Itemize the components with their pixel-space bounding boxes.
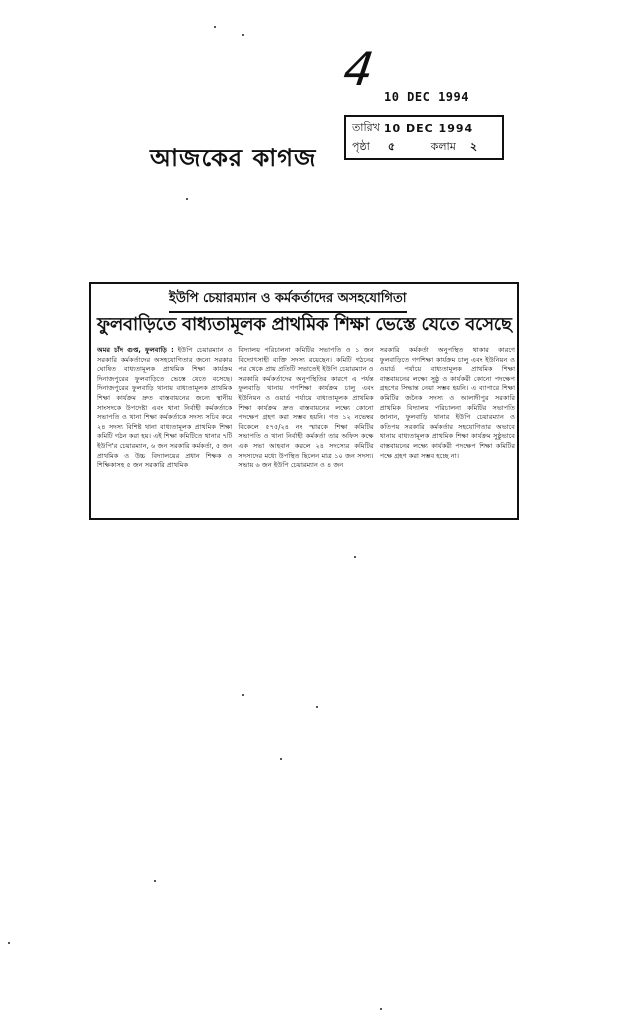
stamp-column-label: কলাম [430, 140, 456, 153]
stamp-page-label: পৃষ্ঠা [352, 140, 370, 153]
article-column-text: ইউপি চেয়ারম্যান ও সরকারি কর্মকর্তাদের অসহযোগিতার জন্যে সরকার ঘোষিত বাধ্যতামূলক প্রাথমিক শিক্ষা কার্যক্রম দিনাজপুরের ফুলবাড়িতে ভেস্তে যেতে বসেছে। দিনাজপুরের ফুলবাড়ি থানায় বাধ্যতামূলক প্রাথমিক শিক্ষা কার্যক্রম দ্রুত বাস্তবায়নের জন্যে স্থানীয় সাংসদকে উপদেষ্টা এবং থানা নির্বাহী কর্মকর্তাকে সভাপতি ও থানা শিক্ষা কর্মকর্তাকে সদস্য সচিব করে ২৪ সদস্য বিশিষ্ট থানা বাধ্যতামূলক প্রাথমিক শিক্ষা কমিটি গঠন করা হয়। এই শিক্ষা কমিটিতে থানার ৭টি ইউপি'র চেয়ারম্যান, ৬ জন সরকারি কর্মকর্তা, ৫ জন প্রাথমিক ও উচ্চ বিদ্যালয়ের প্রধান শিক্ষক ও শিক্ষিকাসহ ৫ জন সরকারি প্রাথমিক [97, 346, 233, 470]
article-kicker: ইউপি চেয়ারম্যান ও কর্মকর্তাদের অসহযোগিতা [169, 289, 407, 313]
scan-speck [214, 26, 216, 28]
stamp-date-value: 10 DEC 1994 [383, 122, 474, 135]
scan-speck [154, 880, 156, 882]
stamp-date-label: তারিখ [352, 121, 380, 134]
stamp-date-row [352, 119, 496, 138]
stamp-page-row [352, 138, 496, 157]
handwritten-page-number: 4 [340, 42, 378, 96]
scan-speck [242, 694, 244, 696]
article-column-text: সরকারি কর্মকর্তা অনুপস্থিত থাকার কারণে ফুলবাড়িতে গণশিক্ষা কার্যক্রম চালু এবং ইউনিয়ন ও ওয়ার্ড পর্যায়ে বাধ্যতামূলক প্রাথমিক শিক্ষা বাস্তবায়নের লক্ষ্যে সুষ্ঠু ও কার্যকরী কোনো পদক্ষেপ গ্রহণের সিদ্ধান্ত নেয়া সম্ভব হয়নি। এ ব্যাপারে শিক্ষা কমিটির জনৈক সদস্য ও আলাদীপুর সরকারি প্রাথমিক বিদ্যালয় পরিচালনা কমিটির সভাপতি জানান, ফুলবাড়ি থানার ইউপি চেয়ারম্যান ও কতিপয় সরকারি কর্মকর্তার সহযোগিতার অভাবে থানায় বাধ্যতামূলক প্রাথমিক শিক্ষা কার্যক্রম সুষ্ঠুভাবে বাস্তবায়নের লক্ষ্যে কার্যকরী পদক্ষেপ শিক্ষা কমিটির পক্ষে গ্রহণ করা সম্ভব হচ্ছে না। [379, 346, 515, 460]
article-column-2 [238, 346, 373, 516]
scan-speck [280, 758, 282, 760]
clipping-stamp-box [344, 115, 504, 160]
article-column-text: বিদ্যালয় পরিচালনা কমিটির সভাপতি ও ১ জন বিদ্যোৎসাহী ব্যক্তি সদস্য রয়েছেন। কমিটি গঠনের পর থেকে প্রায় প্রতিটি সভাতেই ইউপি চেয়ারম্যান ও সরকারি কর্মকর্তাদের অনুপস্থিতির কারণে এ পর্যন্ত ফুলবাড়ি থানায় গণশিক্ষা কার্যক্রম চালু এবং ইউনিয়ন ও ওয়ার্ড পর্যায়ে বাধ্যতামূলক প্রাথমিক শিক্ষা কার্যক্রম দ্রুত বাস্তবায়নের লক্ষ্যে কোনো পদক্ষেপ গ্রহণ করা সম্ভব হয়নি। গত ১২ নভেম্বর বিকেলে ৫৭৫/২৪ নং স্মারকে শিক্ষা কমিটির সভাপতি ও থানা নির্বাহী কর্মকর্তা তার অফিস কক্ষে এক সভা আহবান করলে ২৪ সদস্যের কমিটির সদস্যদের মধ্যে উপস্থিত ছিলেন মাত্র ১০ জন সদস্য। সভায় ৬ জন ইউপি চেয়ারম্যান ও ৪ জন [238, 346, 374, 470]
stamp-page-value: ৫ [387, 140, 396, 153]
stamp-column-value: ২ [469, 140, 478, 153]
scan-speck [8, 942, 10, 944]
date-stamp: 10 DEC 1994 [384, 90, 469, 104]
scan-speck [380, 1008, 382, 1010]
article-column-3 [380, 346, 515, 516]
article-column-1 [97, 346, 232, 516]
newspaper-clipping [89, 282, 519, 520]
scan-speck [186, 198, 188, 200]
article-lead: অমর চাঁদ গুপ্ত, ফুলবাড়ি : [97, 346, 174, 354]
newspaper-masthead: আজকের কাগজ [150, 144, 317, 172]
article-body [97, 346, 515, 516]
scan-speck [316, 706, 318, 708]
article-headline: ফুলবাড়িতে বাধ্যতামূলক প্রাথমিক শিক্ষা ভেস্তে যেতে বসেছে [97, 314, 512, 335]
scan-speck [242, 34, 244, 36]
scan-speck [354, 556, 356, 558]
